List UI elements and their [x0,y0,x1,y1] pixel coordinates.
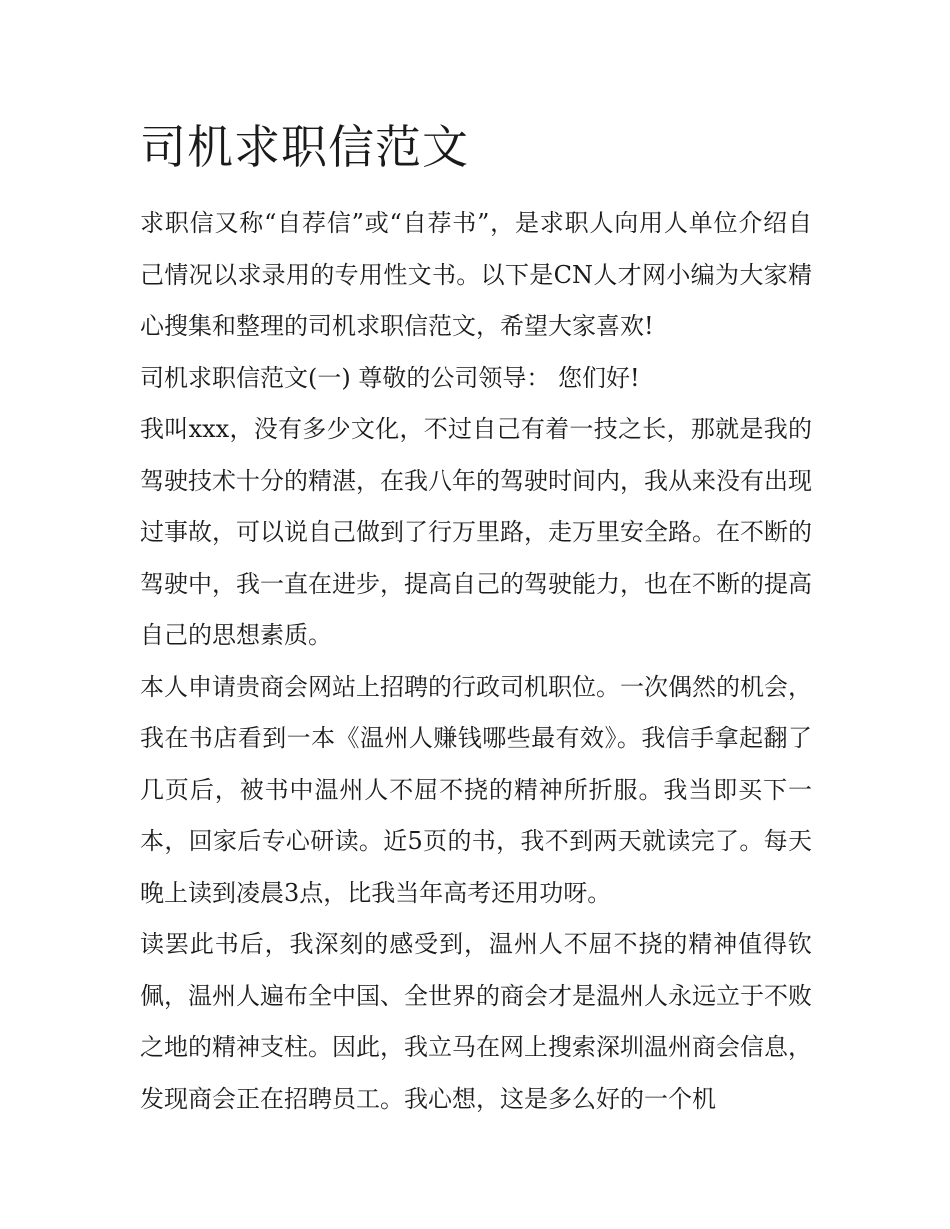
intro-paragraph: 求职信又称“自荐信”或“自荐书”，是求职人向用人单位介绍自己情况以求录用的专用性文书。以下是CN人才网小编为大家精心搜集和整理的司机求职信范文，希望大家喜欢! [140,209,812,340]
document-title: 司机求职信范文 [140,120,469,174]
body-paragraph-application: 本人申请贵商会网站上招聘的行政司机职位。一次偶然的机会，我在书店看到一本《温州人赚钱哪些最有效》。我信手拿起翻了几页后，被书中温州人不屈不挠的精神所折服。我当即买下一本，回家后专心研读。近5页的书，我不到两天就读完了。每天晚上读到凌晨3点，比我当年高考还用功呀。 [140,672,812,907]
greeting-paragraph: 司机求职信范文(一) 尊敬的公司领导： 您们好! [140,363,640,392]
body-paragraph-reflection: 读罢此书后，我深刻的感受到，温州人不屈不挠的精神值得钦佩，温州人遍布全中国、全世界的商会才是温州人永远立于不败之地的精神支柱。因此，我立马在网上搜索深圳温州商会信息，发现商会正在招聘员工。我心想，这是多么好的一个机 [140,930,812,1113]
document-page [140,110,812,1125]
body-paragraph-self-intro: 我叫xxx，没有多少文化，不过自己有着一技之长，那就是我的驾驶技术十分的精湛，在我八年的驾驶时间内，我从来没有出现过事故，可以说自己做到了行万里路，走万里安全路。在不断的驾驶中，我一直在进步，提高自己的驾驶能力，也在不断的提高自己的思想素质。 [140,415,812,649]
